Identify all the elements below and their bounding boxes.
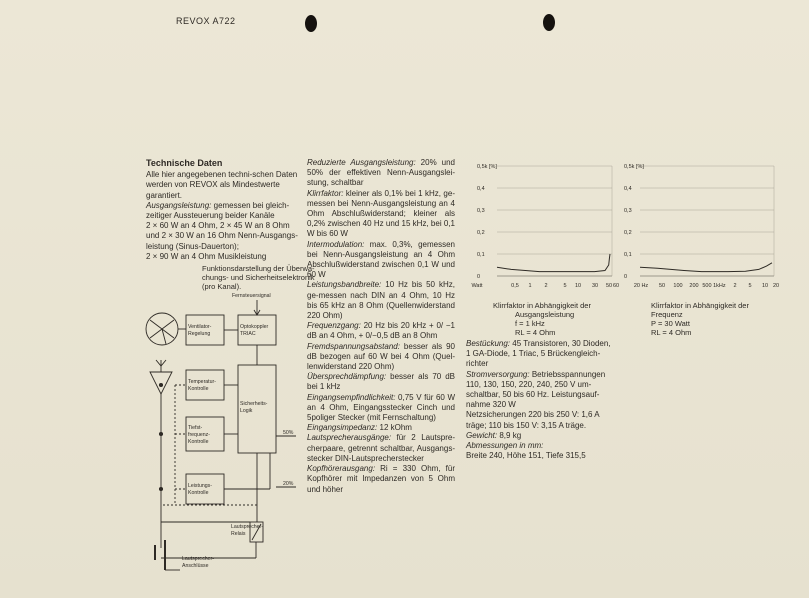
y-tick-label: 0,5k [%] [624,164,644,170]
fan-blade-lines [150,320,174,344]
spec-text: max. 0,3%, gemessen bei Nenn-Ausgangsleistung an 4 Ohm Abschlußwiderstand zwischen 0,1 W und 60 W [307,239,455,280]
spec-label: Klirrfaktor: [307,188,344,198]
spec-text: 12 kOhm [377,423,412,433]
y-tick-label: 0,5k [%] [477,164,497,170]
label-tiefst: frequenz- [188,432,210,438]
caption-line: Klirrfaktor in Abhängigkeit der [493,301,591,310]
output-value: 2 × 90 W an 4 Ohm Musikleistung [146,251,267,261]
spec-text: 20% und 50% der effektiven Nenn-Ausgangslei-stung, schaltbar [307,158,455,188]
label-tiefst: Tiefst- [188,425,203,431]
diagram-caption: Funktionsdarstellung der Überwa-chungs- und Sicherheitselektronik (pro Kanal). [202,264,315,291]
spec-label: Kopfhörerausgang: [307,464,376,474]
spec-text: Breite 240, Höhe 151, Tiefe 315,5 [466,451,586,461]
x-tick-label: 30 [591,283,599,289]
y-tick-label: 0,1 [477,252,485,258]
caption-line: f = 1 kHz [515,319,545,328]
label-ventilator: Ventilator- [188,324,212,330]
x-tick-label: 50 [658,283,666,289]
junction-dot [159,487,162,490]
output-value: und 2 × 30 W an 16 Ohm Nenn-Ausgangs-leistung (Sinus-Dauerton); [146,231,298,251]
label-optokoppler: Optokoppler [240,324,269,330]
x-tick-label: 5 [563,283,567,289]
spec-text: 0,75 V für 60 W an 4 Ohm, Eingangsstecker Cinch und 5poliger Stecker (mit Fernschaltung) [307,392,455,423]
caption-line: Klirrfaktor in Abhängigkeit der [651,301,749,310]
spec-text: kleiner als 0,1% bei 1 kHz, ge-messen bei Nenn-Ausgangsleistung an 4 Ohm Abschlußwiderstand; kleiner als 0,2% zwischen 40 Hz und 15 kHz, bei 0,1 W bis 60 W [307,188,455,239]
junction-dot [159,383,162,386]
x-tick-label: Watt [471,283,483,289]
label-anschluesse: Lautsprecher- [182,556,215,562]
spec-label: Leistungsbandbreite: [307,280,382,290]
label-50-percent: 50% [283,430,294,436]
y-tick-label: 0,3 [624,208,632,214]
x-tick-label: 5 [748,283,752,289]
label-sicherheits: Logik [240,408,253,414]
spec-label: Frequenzgang: [307,321,361,331]
spec-label: Intermodulation: [307,239,365,249]
spec-text: gemessen bei gleich-zeitiger Aussteuerung beider Kanäle [146,200,290,221]
spec-text: Netzsicherungen 220 bis 250 V: 1,6 A träge; 110 bis 150 V: 3,15 A träge. [466,410,600,430]
label-tiefst: Kontrolle [188,439,209,445]
page-header: REVOX A722 [176,16,236,26]
caption-line: Ausgangsleistung [515,310,575,319]
x-tick-label: 2 [733,283,737,289]
spec-label: Stromversorgung: [466,369,530,379]
label-relais: Lautsprecher- [231,524,264,530]
spec-text: besser als 70 dB bei 1 kHz [307,372,455,392]
label-leistungs: Kontrolle [188,490,209,496]
box-leistungs [186,474,224,504]
spec-label: Übersprechdämpfung: [307,372,387,382]
x-tick-label: 60 [612,283,620,289]
label-anschluesse: Anschlüsse [182,563,209,569]
y-tick-label: 0,1 [624,252,632,258]
label-optokoppler: TRIAC [240,331,256,337]
x-tick-label: 500 1kHz [702,283,726,289]
x-tick-label: 50 [605,283,613,289]
label-sicherheits: Sicherheits- [240,401,268,407]
spec-text: 8,9 kg [497,430,522,440]
x-tick-label: 0,5 [511,283,519,289]
spec-text: für 2 Lautspre-cherpaare, getrennt schaltbar, Ausgangs-stecker DIN-Lautsprecherstecker [307,433,455,463]
spec-label: Fremdspannungsabstand: [307,341,400,351]
spec-label: Bestückung: [466,339,511,348]
output-value: 2 × 60 W an 4 Ohm, 2 × 45 W an 8 Ohm [146,221,290,231]
x-tick-label: 100 [673,283,683,289]
junction-dot [159,432,162,435]
spec-label: Ausgangsleistung: [146,200,212,210]
y-tick-label: 0,4 [624,186,632,192]
intro-text: Alle hier angegebenen techni-schen Daten werden von REVOX als Mindestwerte garantiert. [146,170,298,200]
spec-text: 45 Transistoren, 30 Dioden, 1 GA-Diode, 1 Triac, 5 Brückengleich-richter [466,339,611,369]
spec-text: Betriebsspannungen 110, 130, 150, 220, 240, 250 V um-schaltbar, 50 bis 60 Hz. Leistungsauf-nahme 320 W [466,369,606,410]
spec-label: Reduzierte Ausgangsleistung: [307,158,416,167]
label-ventilator: Regelung [188,331,211,337]
spec-text: 10 Hz bis 50 kHz, ge-messen nach DIN an 4 Ohm, 10 Hz bis 65 kHz an 8 Ohm (Quellenwiderstand 220 Ohm) [307,280,455,321]
spec-label: Eingangsempfindlichkeit: [307,392,396,402]
y-tick-label: 0 [624,274,628,280]
y-tick-label: 0,2 [477,230,485,236]
x-tick-label: 1 [528,283,532,289]
spec-label: Abmessungen in mm: [466,441,544,451]
caption-line: Frequenz [651,310,683,319]
spec-label: Eingangsimpedanz: [307,423,378,433]
x-tick-label: 10 [574,283,582,289]
label-temperatur: Temperatur- [188,379,216,385]
spec-text: Ri = 330 Ohm, für Kopfhörer mit Impedanzen von 5 Ohm und höher [307,464,455,494]
y-tick-label: 0,3 [477,208,485,214]
label-20-percent: 20% [283,481,294,487]
box-ventilator [186,315,224,345]
section-heading: Technische Daten [146,158,223,168]
x-tick-label: 20 [772,283,780,289]
box-optokoppler [238,315,276,345]
label-fernsteuersignal: Fernsteuersignal [232,293,271,299]
spec-text: besser als 90 dB bezogen auf 60 W bei 4 Ohm (Quel-lenwiderstand 220 Ohm) [307,341,455,372]
x-tick-label: 200 [689,283,699,289]
label-leistungs: Leistungs- [188,483,212,489]
caption-line: RL = 4 Ohm [651,328,692,337]
y-tick-label: 0 [477,274,481,280]
x-tick-label: 2 [544,283,548,289]
x-tick-label: 20 Hz [633,283,649,289]
box-temperatur [186,370,224,400]
caption-line: P = 30 Watt [651,319,690,328]
spec-text: 20 Hz bis 20 kHz + 0/ −1 dB an 4 Ohm, + 0/−0,5 dB an 8 Ohm [307,321,455,341]
label-relais: Relais [231,531,246,537]
spec-label: Lautsprecherausgänge: [307,433,392,443]
spec-label: Gewicht: [466,430,498,440]
y-tick-label: 0,4 [477,186,485,192]
label-temperatur: Kontrolle [188,386,209,392]
x-tick-label: 10 [761,283,769,289]
y-tick-label: 0,2 [624,230,632,236]
caption-line: RL = 4 Ohm [515,328,556,337]
